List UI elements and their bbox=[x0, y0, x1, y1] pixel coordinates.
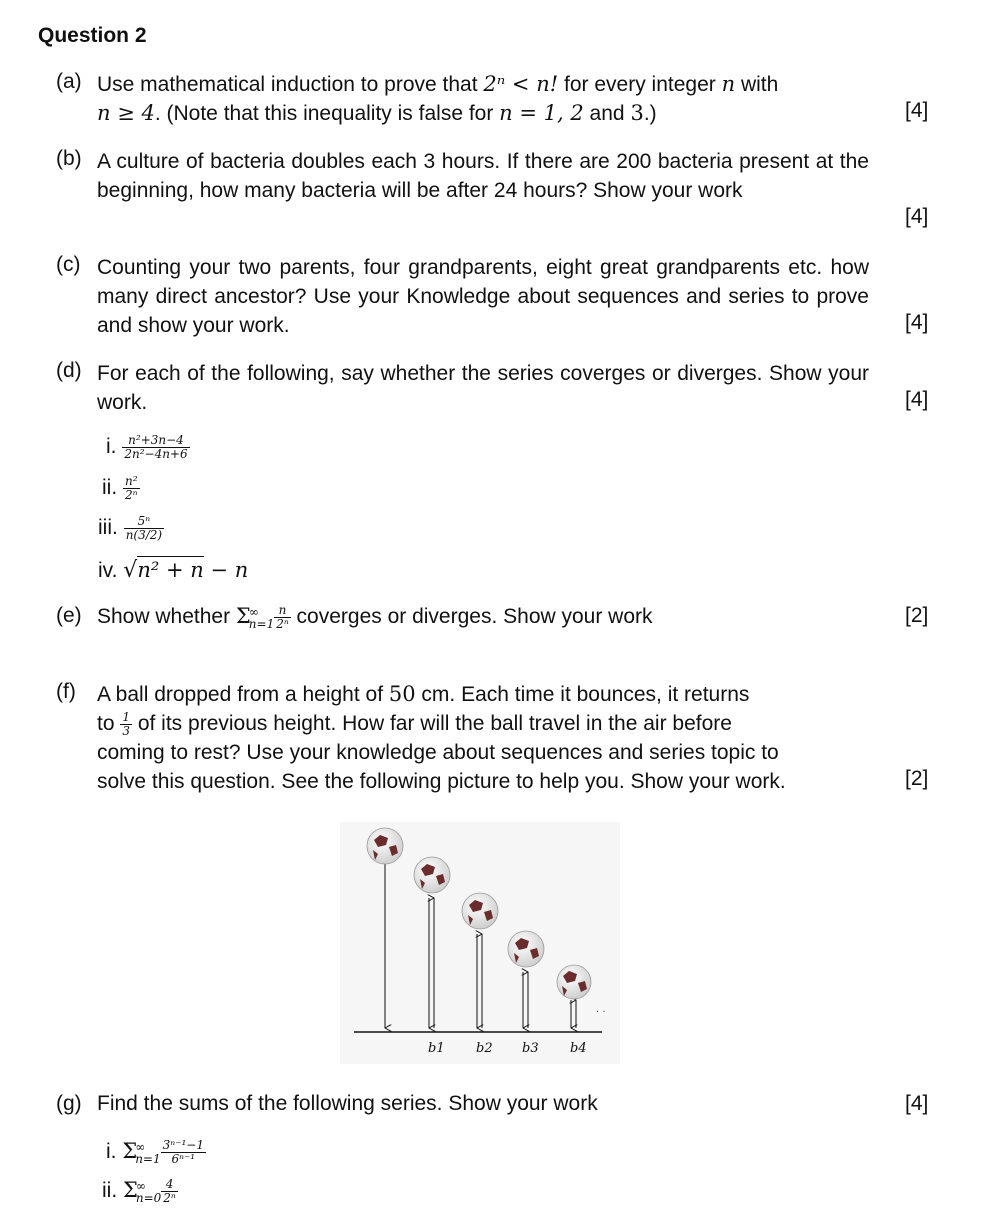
label-b3: b3 bbox=[522, 1041, 539, 1056]
part-c-label: (c) bbox=[56, 253, 81, 276]
part-g-item-i: i. Σ ∞ n=1 $\frac{\text{3ⁿ⁻¹−1}}{\text{6ⁿ⁻¹}}$ bbox=[106, 1138, 204, 1166]
part-b-text: A culture of bacteria doubles each 3 hours. If there are 200 bacteria present at the beginning, how many bacteria will be after 24 hours? Show your work bbox=[97, 150, 869, 202]
part-d-marks: [4] bbox=[905, 388, 929, 411]
part-g-text: Find the sums of the following series. Show your work bbox=[97, 1092, 598, 1115]
part-g-item-ii: ii. Σ ∞ n=0 $\frac{4}{\text{2ⁿ}}$ bbox=[102, 1177, 176, 1205]
part-d-item-iii: iii. $\frac{\text{5ⁿ}}{n(3/2)}$ bbox=[98, 514, 163, 542]
bouncing-ball-figure bbox=[340, 822, 620, 1064]
ball-5 bbox=[557, 965, 591, 999]
part-d-item-iv: iv. √n² + n − n bbox=[98, 558, 249, 583]
part-a-label: (a) bbox=[56, 70, 82, 93]
ball-4 bbox=[508, 931, 544, 967]
part-d-item-i: i. $\frac{\text{n²+3n−4}}{\text{2n²−4n+6}}$ bbox=[106, 433, 188, 461]
part-a-text: Use mathematical induction to prove that 2ⁿ < n! for every integer n with n ≥ 4. (Note that this inequality is false for n = 1, 2 and 3.) bbox=[97, 72, 779, 125]
label-b2: b2 bbox=[476, 1041, 493, 1056]
ball-3 bbox=[462, 893, 498, 929]
part-d-item-ii: ii. $\frac{\text{n²}}{\text{2ⁿ}}$ bbox=[102, 474, 138, 502]
label-b1: b1 bbox=[428, 1041, 445, 1056]
part-b-marks: [4] bbox=[905, 205, 929, 228]
part-f-marks: [2] bbox=[905, 767, 929, 790]
part-d-label: (d) bbox=[56, 359, 82, 382]
ellipsis-dots: . . bbox=[596, 1004, 606, 1015]
part-f-text: A ball dropped from a height of 50 cm. Each time it bounces, it returns to $\frac{1}{3}$ of its previous height. How far will the ball travel in the air before coming to rest? Use your knowledge about sequences and series topic to solve this question. See the following picture to help you. Show your work. bbox=[97, 682, 786, 793]
part-e-label: (e) bbox=[56, 604, 82, 627]
part-d-text: For each of the following, say whether the series coverges or diverges. Show your work. bbox=[97, 362, 869, 414]
ball-1 bbox=[367, 828, 403, 864]
part-b-label: (b) bbox=[56, 147, 82, 170]
part-c-marks: [4] bbox=[905, 311, 929, 334]
part-g-label: (g) bbox=[56, 1092, 82, 1115]
part-a-marks: [4] bbox=[905, 99, 929, 122]
label-b4: b4 bbox=[570, 1041, 587, 1056]
ball-2 bbox=[414, 857, 450, 893]
part-g-marks: [4] bbox=[905, 1092, 929, 1115]
part-f-label: (f) bbox=[56, 680, 76, 703]
part-e-text: Show whether Σ ∞ n=1 $\frac{n}{\text{2ⁿ}}$ coverges or diverges. Show your work bbox=[97, 603, 653, 631]
part-e-marks: [2] bbox=[905, 604, 929, 627]
part-c-text: Counting your two parents, four grandparents, eight great grandparents etc. how many direct ancestor? Use your Knowledge about sequences and series to prove and show your work. bbox=[97, 256, 869, 337]
question-title: Question 2 bbox=[38, 24, 147, 47]
